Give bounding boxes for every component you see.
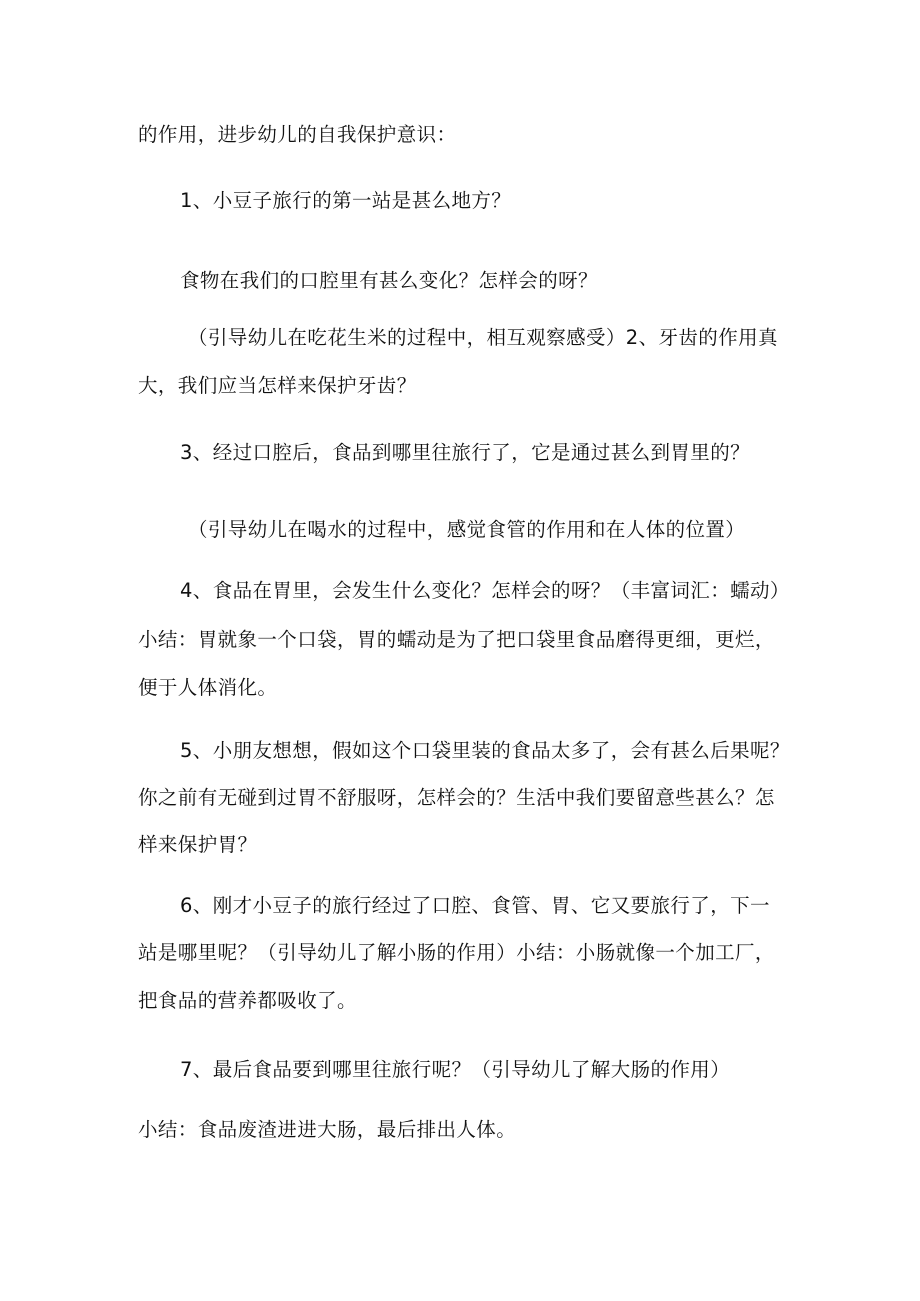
- text-line: 3、经过口腔后，食品到哪里往旅行了，它是通过甚么到胃里的？: [180, 441, 751, 464]
- text-line: 站是哪里呢？（引导幼儿了解小肠的作用）小结：小肠就像一个加工厂，: [138, 941, 775, 964]
- text-line: 7、最后食品要到哪里往旅行呢？（引导幼儿了解大肠的作用）: [180, 1058, 731, 1081]
- text-line: 小结：食品废渣进进大肠，最后排出人体。: [138, 1118, 517, 1141]
- text-line: 的作用，进步幼儿的自我保护意识：: [138, 123, 457, 146]
- text-line: 4、食品在胃里，会发生什么变化？怎样会的呀？（丰富词汇：蠕动）: [180, 579, 790, 602]
- text-line: 便于人体消化。: [138, 676, 278, 699]
- text-line: 小结：胃就象一个口袋，胃的蠕动是为了把口袋里食品磨得更细，更烂，: [138, 628, 775, 651]
- text-line: 5、小朋友想想，假如这个口袋里装的食品太多了，会有甚么后果呢？: [180, 739, 790, 762]
- text-line: （引导幼儿在吃花生米的过程中，相互观察感受）2、牙齿的作用真: [188, 326, 778, 349]
- text-line: 1、小豆子旅行的第一站是甚么地方？: [180, 189, 512, 212]
- text-line: 把食品的营养都吸收了。: [138, 989, 357, 1012]
- text-line: 样来保护胃？: [138, 833, 258, 856]
- text-line: 食物在我们的口腔里有甚么变化？怎样会的呀？: [180, 269, 598, 292]
- text-line: 你之前有无碰到过胃不舒服呀，怎样会的？生活中我们要留意些甚么？怎: [138, 786, 775, 809]
- text-line: 大，我们应当怎样来保护牙齿？: [138, 374, 417, 397]
- text-line: （引导幼儿在喝水的过程中，感觉食管的作用和在人体的位置）: [188, 518, 746, 541]
- text-line: 6、刚才小豆子的旅行经过了口腔、食管、胃、它又要旅行了，下一: [180, 894, 770, 917]
